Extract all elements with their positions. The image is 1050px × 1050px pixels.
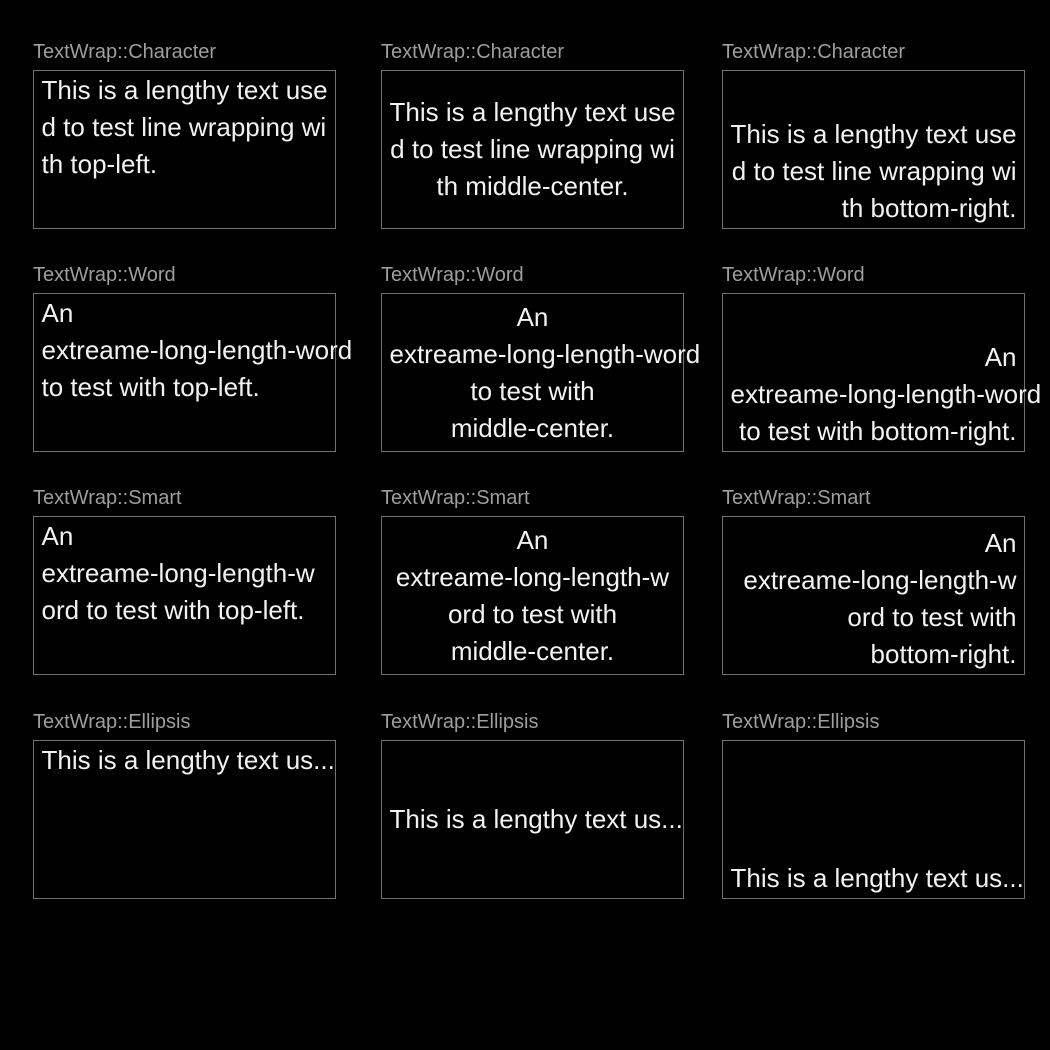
- text-line: th top-left.: [41, 149, 158, 179]
- mode-label: TextWrap::Word: [381, 264, 524, 286]
- text-line: d to test line wrapping wi: [41, 112, 327, 142]
- cell-word-middle-center: [381, 263, 701, 452]
- mode-label: TextWrap::Smart: [722, 487, 871, 509]
- text-line: An: [41, 521, 74, 551]
- mode-label: TextWrap::Word: [33, 264, 176, 286]
- text-box: [33, 740, 336, 899]
- text-box: [381, 70, 684, 229]
- cell-smart-bottom-right: [722, 486, 1025, 675]
- text-line: This is a lengthy text us...: [389, 804, 683, 834]
- text-line: extreame-long-length-w: [395, 561, 670, 592]
- cell-character-top-left: [33, 40, 336, 229]
- mode-label: TextWrap::Ellipsis: [33, 711, 191, 733]
- cell-ellipsis-top-left: [33, 710, 336, 899]
- mode-label: TextWrap::Ellipsis: [381, 711, 539, 733]
- cell-smart-middle-center: [381, 486, 684, 675]
- mode-label: TextWrap::Smart: [33, 487, 182, 509]
- text-line: An: [984, 528, 1017, 558]
- text-box: [381, 740, 684, 899]
- text-line: to test with top-left.: [41, 372, 260, 402]
- text-line: extreame-long-length-w: [743, 565, 1017, 595]
- text-line: th bottom-right.: [841, 193, 1017, 223]
- text-line: th middle-center.: [436, 171, 629, 201]
- text-line: middle-center.: [450, 635, 615, 666]
- mode-label: TextWrap::Smart: [381, 487, 530, 509]
- text-box: [33, 293, 353, 452]
- text-line: An: [41, 298, 74, 328]
- mode-label: TextWrap::Character: [381, 41, 565, 63]
- text-line: ord to test with: [447, 598, 618, 629]
- text-line: This is a lengthy text us...: [41, 745, 335, 775]
- cell-character-bottom-right: [722, 40, 1025, 229]
- text-line: d to test line wrapping wi: [390, 134, 675, 164]
- text-line: extreame-long-length-word: [389, 338, 701, 369]
- text-line: bottom-right.: [870, 639, 1017, 669]
- text-box: [722, 293, 1042, 452]
- text-line: This is a lengthy text use: [389, 97, 676, 127]
- text-line: to test with bottom-right.: [739, 416, 1017, 446]
- text-line: middle-center.: [450, 412, 615, 443]
- text-box: [33, 516, 336, 675]
- text-line: An: [516, 301, 549, 332]
- text-line: to test with: [470, 375, 595, 406]
- mode-label: TextWrap::Character: [722, 41, 906, 63]
- mode-label: TextWrap::Word: [722, 264, 865, 286]
- text-line: An: [984, 342, 1017, 372]
- text-line: extreame-long-length-word: [730, 379, 1042, 409]
- text-line: An: [516, 524, 549, 555]
- cell-word-top-left: [33, 263, 353, 452]
- text-box: [381, 293, 701, 452]
- text-line: extreame-long-length-word: [41, 335, 353, 365]
- mode-label: TextWrap::Ellipsis: [722, 711, 880, 733]
- text-box: [722, 740, 1025, 899]
- text-line: d to test line wrapping wi: [731, 156, 1017, 186]
- cell-ellipsis-bottom-right: [722, 710, 1025, 899]
- cell-character-middle-center: [381, 40, 684, 229]
- text-box: [722, 70, 1025, 229]
- text-line: ord to test with: [847, 602, 1017, 632]
- text-line: ord to test with top-left.: [41, 595, 305, 625]
- text-line: This is a lengthy text use: [41, 75, 328, 105]
- text-line: extreame-long-length-w: [41, 558, 315, 588]
- mode-label: TextWrap::Character: [33, 41, 217, 63]
- text-line: This is a lengthy text us...: [730, 863, 1024, 893]
- text-box: [381, 516, 684, 675]
- cell-word-bottom-right: [722, 263, 1042, 452]
- text-box: [33, 70, 336, 229]
- text-box: [722, 516, 1025, 675]
- cell-ellipsis-middle-center: [381, 710, 684, 899]
- cell-smart-top-left: [33, 486, 336, 675]
- text-line: This is a lengthy text use: [730, 119, 1017, 149]
